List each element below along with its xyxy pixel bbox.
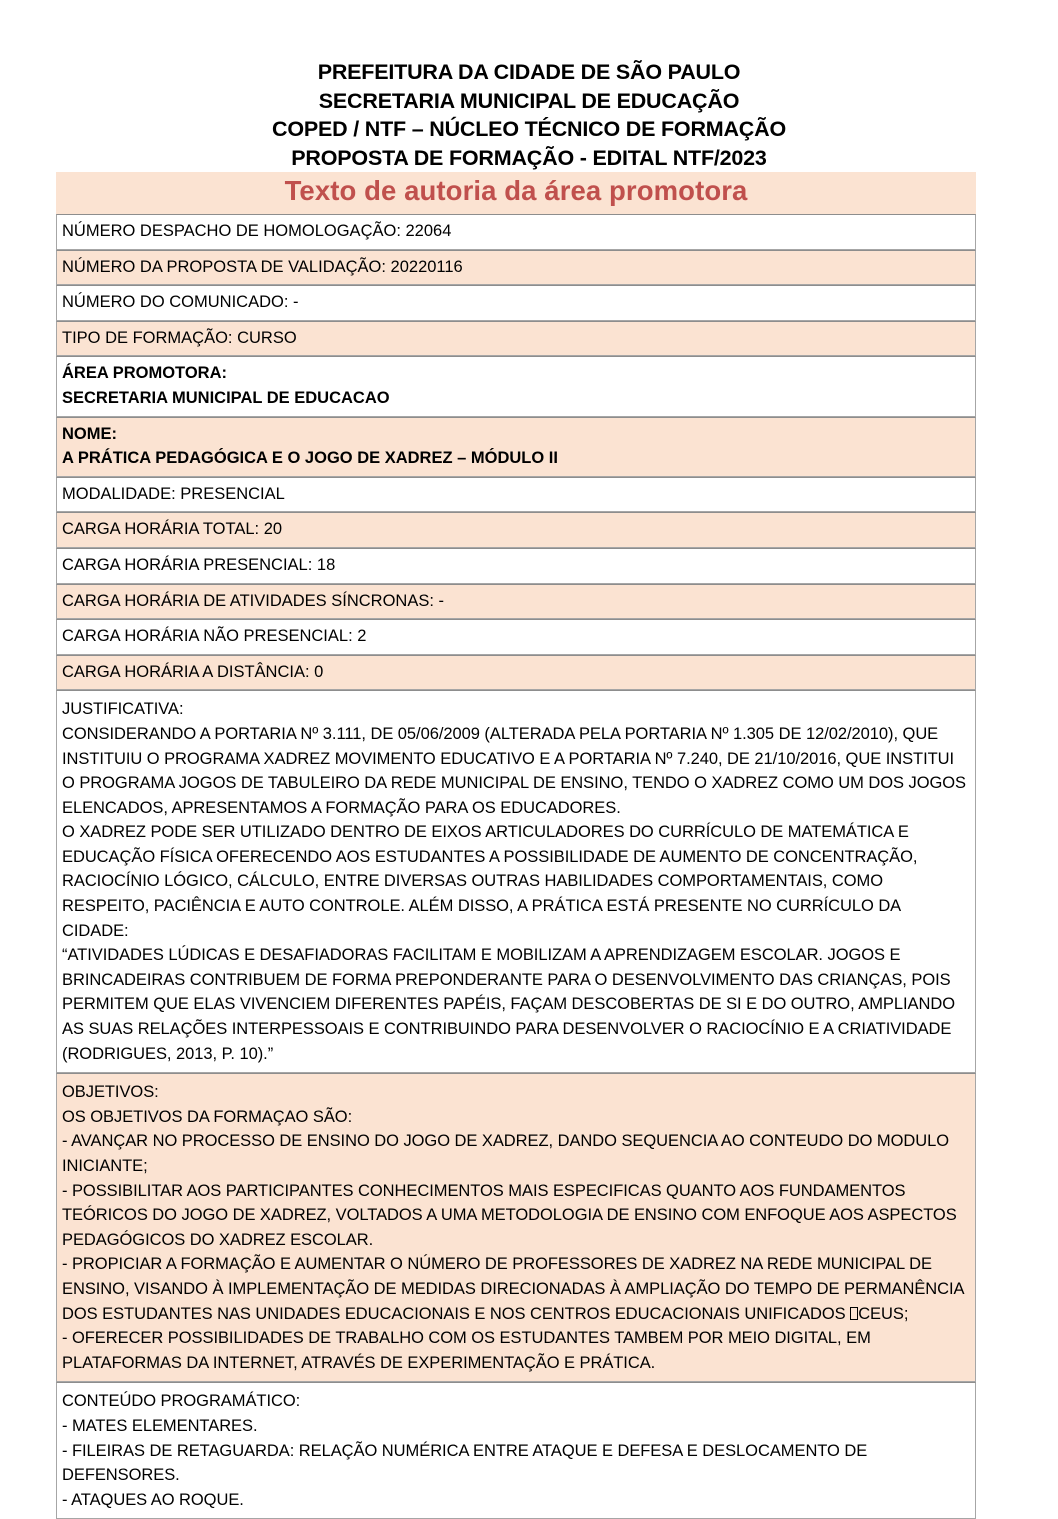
row-proposta-validacao <box>56 250 976 286</box>
row-conteudo-programatico <box>56 1382 976 1519</box>
nome-label: NOME: <box>62 424 117 443</box>
row-area-promotora <box>56 356 976 416</box>
cell-justificativa <box>56 690 976 1073</box>
banner-cell <box>56 172 976 214</box>
proposal-form-table <box>56 172 976 1519</box>
cell-objetivos <box>56 1073 976 1382</box>
row-carga-horaria-total <box>56 512 976 548</box>
row-nome <box>56 417 976 477</box>
row-justificativa <box>56 690 976 1073</box>
objetivos-item-1: - AVANÇAR NO PROCESSO DE ENSINO DO JOGO DE XADREZ, DANDO SEQUENCIA AO CONTEUDO DO MODULO INICIANTE; <box>62 1132 950 1175</box>
header-line-proposta: PROPOSTA DE FORMAÇÃO - EDITAL NTF/2023 <box>291 145 767 170</box>
cell-carga-horaria-presencial: CARGA HORÁRIA PRESENCIAL: 18 <box>56 548 976 584</box>
objetivos-item-3 <box>62 1252 970 1326</box>
justificativa-paragraph-1: CONSIDERANDO A PORTARIA Nº 3.111, DE 05/06/2009 (ALTERADA PELA PORTARIA Nº 1.305 DE 12/02/2010), QUE INSTITUIU O PROGRAMA XADREZ MOVIMENTO EDUCATIVO E A PORTARIA Nº 7.240, DE 21/10/2016, QUE INSTITUI O PROGRAMA JOGOS DE TABULEIRO DA REDE MUNICIPAL DE ENSINO, TENDO O XADREZ COMO UM DOS JOGOS ELENCADOS, APRESENTAMOS A FORMAÇÃO PARA OS EDUCADORES. <box>62 724 967 817</box>
justificativa-label: JUSTIFICATIVA: <box>62 700 184 719</box>
objetivos-item-3-tail: CEUS; <box>858 1304 909 1323</box>
conteudo-item-2: - FILEIRAS DE RETAGUARDA: RELAÇÃO NUMÉRICA ENTRE ATAQUE E DEFESA E DESLOCAMENTO DE DEFENSORES. <box>62 1441 868 1485</box>
row-comunicado <box>56 285 976 321</box>
banner-row <box>56 172 976 214</box>
objetivos-item-4: - OFERECER POSSIBILIDADES DE TRABALHO COM OS ESTUDANTES TAMBEM POR MEIO DIGITAL, EM PLATAFORMAS DA INTERNET, ATRAVÉS DE EXPERIMENTAÇÃO E PRÁTICA. <box>62 1329 871 1372</box>
cell-proposta-validacao: NÚMERO DA PROPOSTA DE VALIDAÇÃO: 20220116 <box>56 250 976 286</box>
cell-modalidade: MODALIDADE: PRESENCIAL <box>56 477 976 513</box>
objetivos-intro: OS OBJETIVOS DA FORMAÇAO SÃO: <box>62 1107 353 1126</box>
objetivos-label: OBJETIVOS: <box>62 1083 159 1102</box>
conteudo-item-1: - MATES ELEMENTARES. <box>62 1416 258 1435</box>
area-promotora-value: SECRETARIA MUNICIPAL DE EDUCACAO <box>62 388 390 407</box>
conteudo-label: CONTEÚDO PROGRAMÁTICO: <box>62 1392 301 1411</box>
row-carga-horaria-sincronas <box>56 584 976 620</box>
header-line-secretaria: SECRETARIA MUNICIPAL DE EDUCAÇÃO <box>318 88 740 113</box>
objetivos-item-2: - POSSIBILITAR AOS PARTICIPANTES CONHECIMENTOS MAIS ESPECIFICAS QUANTO AOS FUNDAMENTOS TEÓRICOS DO JOGO DE XADREZ, VOLTADOS A UMA METODOLOGIA DE ENSINO COM ENFOQUE AOS ASPECTOS PEDAGÓGICOS DO XADREZ ESCOLAR. <box>62 1181 957 1249</box>
missing-glyph-box-icon <box>850 1307 858 1320</box>
row-tipo-formacao <box>56 321 976 357</box>
cell-comunicado: NÚMERO DO COMUNICADO: - <box>56 285 976 321</box>
row-despacho <box>56 214 976 250</box>
objetivos-item-3-text: - PROPICIAR A FORMAÇÃO E AUMENTAR O NÚMERO DE PROFESSORES DE XADREZ NA REDE MUNICIPAL DE ENSINO, VISANDO À IMPLEMENTAÇÃO DE MEDIDAS DIRECIONADAS À AMPLIAÇÃO DO TEMPO DE PERMANÊNCIA DOS ESTUDANTES NAS UNIDADES EDUCACIONAIS E NOS CENTROS EDUCACIONAIS UNIFICADOS <box>62 1255 964 1323</box>
header-line-coped: COPED / NTF – NÚCLEO TÉCNICO DE FORMAÇÃO <box>272 117 786 141</box>
cell-conteudo-programatico <box>56 1382 976 1519</box>
cell-carga-horaria-distancia: CARGA HORÁRIA A DISTÂNCIA: 0 <box>56 655 976 691</box>
cell-despacho: NÚMERO DESPACHO DE HOMOLOGAÇÃO: 22064 <box>56 214 976 250</box>
row-carga-horaria-distancia <box>56 655 976 691</box>
justificativa-paragraph-3: “ATIVIDADES LÚDICAS E DESAFIADORAS FACILITAM E MOBILIZAM A APRENDIZAGEM ESCOLAR. JOGOS E BRINCADEIRAS CONTRIBUEM DE FORMA PREPONDERANTE PARA O DESENVOLVIMENTO DAS CRIANÇAS, POIS PERMITEM QUE ELAS VIVENCIEM DIFERENTES PAPÉIS, FAÇAM DESCOBERTAS DE SI E DO OUTRO, AMPLIANDO AS SUAS RELAÇÕES INTERPESSOAIS E CONTRIBUINDO PARA DESENVOLVER O RACIOCÍNIO E A CRIATIVIDADE (RODRIGUES, 2013, P. 10).” <box>62 946 955 1063</box>
cell-nome <box>56 417 976 477</box>
document-header <box>0 0 1058 172</box>
cell-carga-horaria-nao-presencial: CARGA HORÁRIA NÃO PRESENCIAL: 2 <box>56 619 976 655</box>
banner-title: Texto de autoria da área promotora <box>284 175 748 206</box>
justificativa-paragraph-2: O XADREZ PODE SER UTILIZADO DENTRO DE EIXOS ARTICULADORES DO CURRÍCULO DE MATEMÁTICA E EDUCAÇÃO FÍSICA OFERECENDO AOS ESTUDANTES A POSSIBILIDADE DE AUMENTO DE CONCENTRAÇÃO, RACIOCÍNIO LÓGICO, CÁLCULO, ENTRE DIVERSAS OUTRAS HABILIDADES COMPORTAMENTAIS, COMO RESPEITO, PACIÊNCIA E AUTO CONTROLE. ALÉM DISSO, A PRÁTICA ESTÁ PRESENTE NO CURRÍCULO DA CIDADE: <box>62 823 918 940</box>
header-line-prefeitura: PREFEITURA DA CIDADE DE SÃO PAULO <box>317 60 741 84</box>
row-modalidade <box>56 477 976 513</box>
row-carga-horaria-presencial <box>56 548 976 584</box>
cell-tipo-formacao: TIPO DE FORMAÇÃO: CURSO <box>56 321 976 357</box>
conteudo-item-3: - ATAQUES AO ROQUE. <box>62 1490 244 1509</box>
cell-area-promotora <box>56 356 976 416</box>
nome-value: A PRÁTICA PEDAGÓGICA E O JOGO DE XADREZ – MÓDULO II <box>62 449 558 468</box>
row-carga-horaria-nao-presencial <box>56 619 976 655</box>
cell-carga-horaria-sincronas: CARGA HORÁRIA DE ATIVIDADES SÍNCRONAS: - <box>56 584 976 620</box>
row-objetivos <box>56 1073 976 1382</box>
cell-carga-horaria-total: CARGA HORÁRIA TOTAL: 20 <box>56 512 976 548</box>
area-promotora-label: ÁREA PROMOTORA: <box>62 364 227 383</box>
